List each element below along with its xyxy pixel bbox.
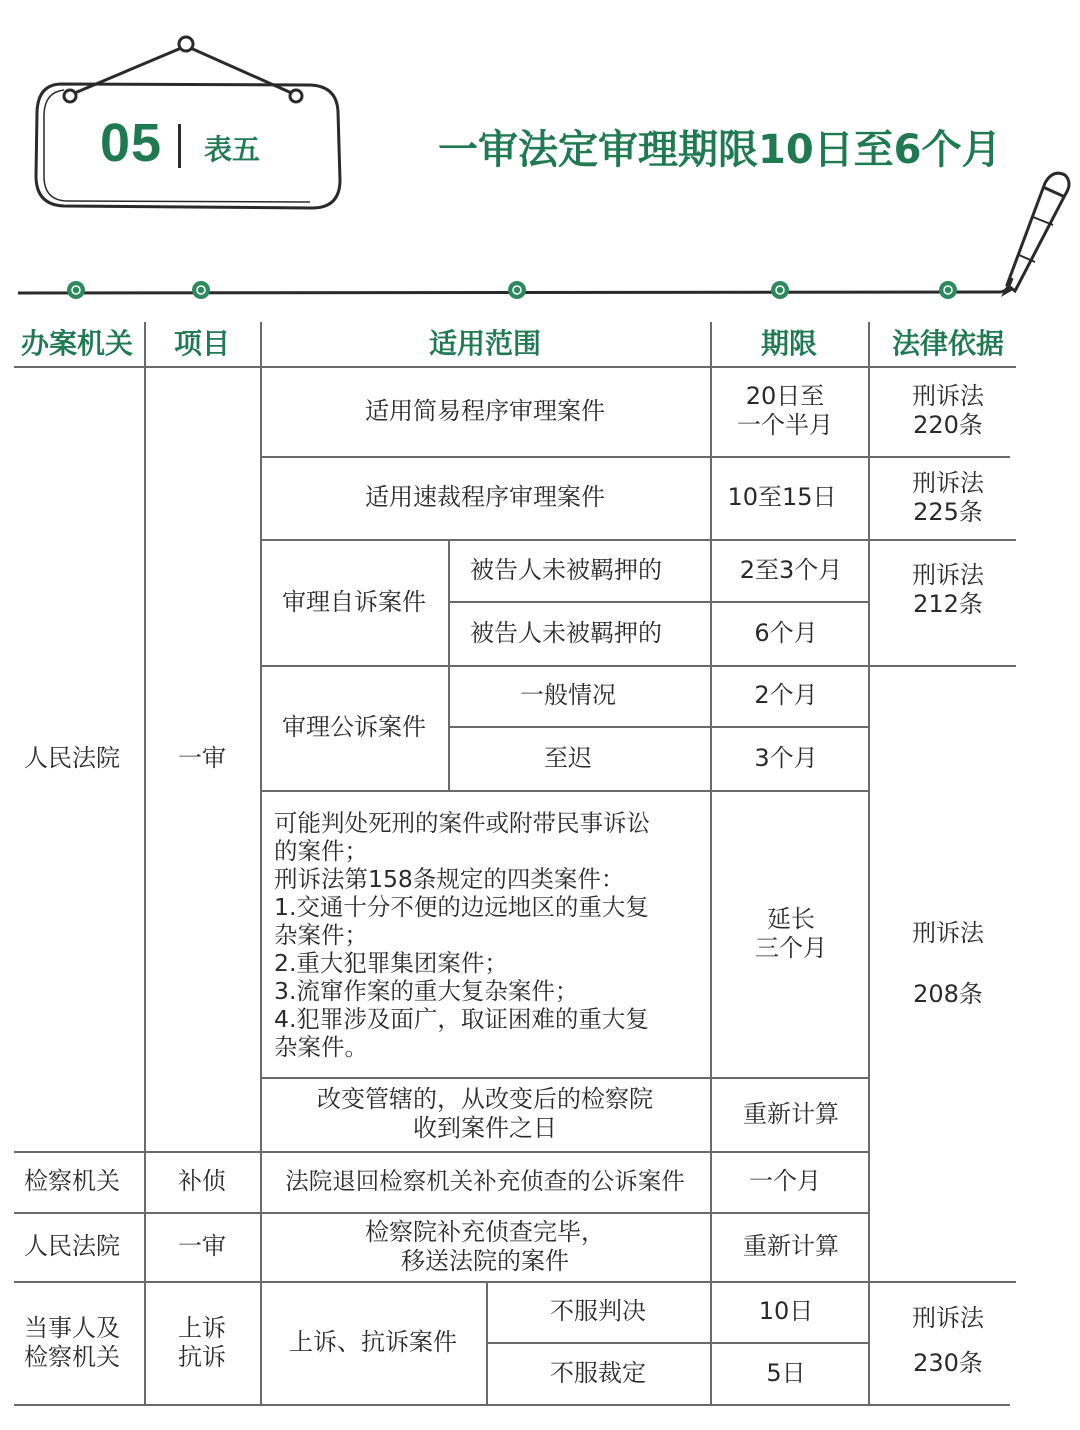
scope-extend: 可能判处死刑的案件或附带民事诉讼 的案件； 刑诉法第158条规定的四类案件： 1.交通十分不便的边远地区的重大复 杂案件； 2.重大犯罪集团案件； 3.流窜作案的重大复杂案件； 4.犯罪涉及面广，取证困难的重大复 杂案件。 [274, 808, 650, 1061]
hanging-sign-frame [0, 0, 380, 230]
spiral-icon [192, 281, 210, 299]
scope-return: 法院退回检察机关补充侦查的公诉案件 [285, 1167, 685, 1195]
sub-appeal-2: 不服裁定 [550, 1358, 646, 1387]
scope-private: 审理自诉案件 [282, 587, 426, 616]
term-public-1: 2个月 [754, 681, 818, 709]
header-law: 法律依据 [891, 327, 1004, 360]
spiral-icon [67, 281, 85, 299]
scope-simple: 适用简易程序审理案件 [365, 396, 605, 425]
sign-divider [178, 124, 181, 168]
term-private-1: 2至3个月 [739, 555, 843, 584]
term-appeal-1: 10日 [758, 1297, 814, 1325]
title-sign [0, 0, 380, 230]
header-item: 项目 [173, 327, 230, 360]
term-private-2: 6个月 [754, 618, 818, 647]
sub-private-2: 被告人未被羁押的 [470, 618, 662, 647]
timeline-decoration [0, 270, 1080, 310]
law-appeal-line2: 230条 [913, 1348, 983, 1377]
agency-parties: 当事人及 检察机关 [24, 1313, 120, 1371]
term-extend: 延长 三个月 [755, 904, 827, 962]
law-private: 刑诉法 212条 [912, 561, 984, 618]
item-first-instance-2: 一审 [178, 1232, 226, 1260]
law-appeal-line1: 刑诉法 [912, 1303, 984, 1332]
law-208-line1: 刑诉法 [912, 918, 984, 947]
spiral-icon [939, 281, 957, 299]
term-jurisdiction: 重新计算 [743, 1099, 839, 1128]
term-resubmit: 重新计算 [743, 1232, 839, 1260]
sub-appeal-1: 不服判决 [550, 1297, 646, 1325]
item-supplement: 补侦 [178, 1167, 226, 1195]
section-label: 表五 [204, 133, 261, 166]
sub-public-1: 一般情况 [520, 681, 616, 709]
item-first-instance: 一审 [178, 744, 226, 772]
header-term: 期限 [760, 327, 817, 360]
spiral-icon [771, 281, 789, 299]
term-return: 一个月 [749, 1167, 821, 1195]
agency-procuratorate: 检察机关 [24, 1167, 120, 1195]
term-appeal-2: 5日 [766, 1358, 806, 1387]
term-public-2: 3个月 [754, 743, 818, 772]
law-208-line2: 208条 [913, 979, 983, 1008]
scope-appeal: 上诉、抗诉案件 [289, 1328, 457, 1356]
header-agency: 办案机关 [20, 327, 133, 360]
agency-court: 人民法院 [24, 744, 120, 772]
scope-fast: 适用速裁程序审理案件 [365, 483, 605, 511]
sub-public-2: 至迟 [544, 743, 592, 772]
sub-private-1: 被告人未被羁押的 [470, 555, 662, 584]
header-scope: 适用范围 [428, 327, 541, 360]
item-appeal: 上诉 抗诉 [178, 1313, 226, 1371]
scope-jurisdiction: 改变管辖的，从改变后的检察院 收到案件之日 [317, 1085, 653, 1142]
scope-public: 审理公诉案件 [282, 713, 426, 741]
page-title: 一审法定审理期限10日至6个月 [438, 127, 1002, 173]
agency-court-2: 人民法院 [24, 1232, 120, 1260]
term-fast: 10至15日 [727, 483, 837, 511]
scope-resubmit: 检察院补充侦查完毕， 移送法院的案件 [365, 1217, 605, 1275]
law-simple: 刑诉法 220条 [912, 382, 984, 439]
term-simple: 20日至 一个半月 [737, 382, 833, 439]
section-number: 05 [100, 113, 163, 173]
spiral-icon [508, 281, 526, 299]
law-fast: 刑诉法 225条 [912, 468, 984, 526]
